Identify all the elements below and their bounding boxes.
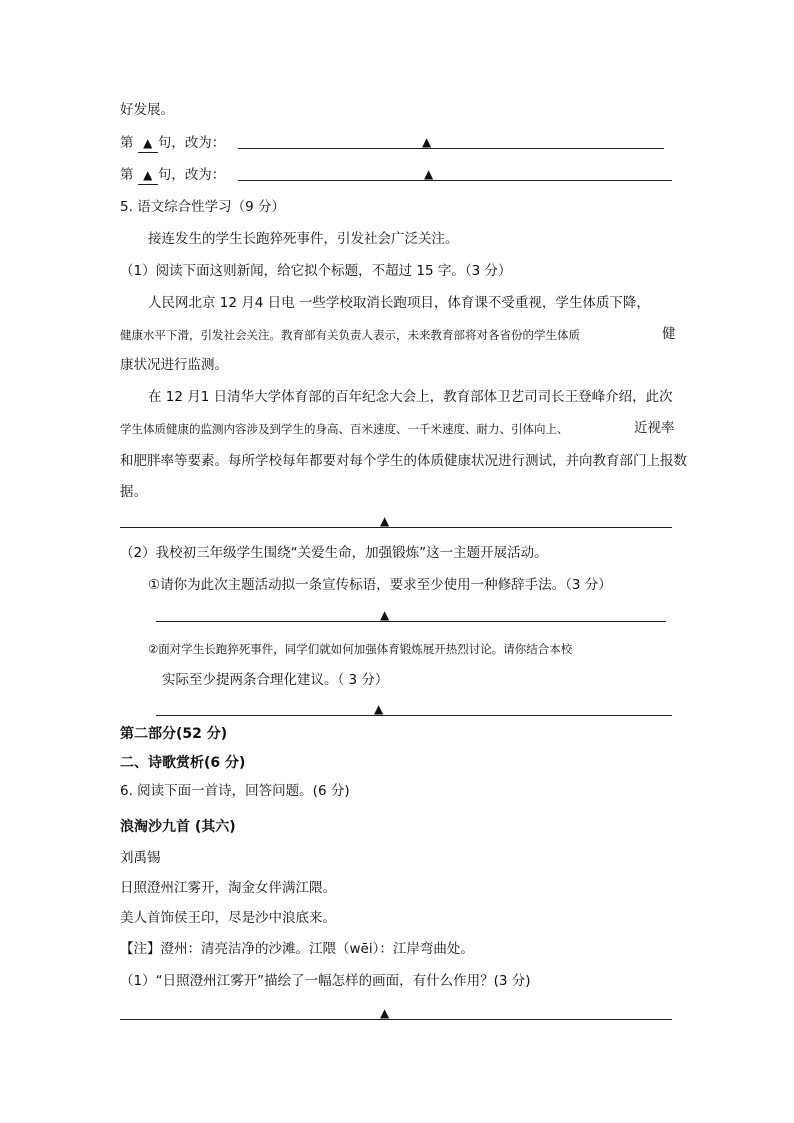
revision-suffix: 句，改为： [157,135,226,151]
triangle-icon: ▲ [374,702,384,716]
news-text: 据。 [120,484,147,500]
answer-line [120,527,672,528]
news-text: 和肥胖率等要素。每所学校每年都要对每个学生的体质健康状况进行测试，并向教育部门上报数 [120,453,687,469]
question-6: 6. 阅读下面一首诗，回答问题。(6 分) [120,783,350,799]
news-text: 健康水平下滑，引发社会关注。教育部有关负责人表示，未来教育部将对各省份的学生体质 [120,328,580,342]
revision-prefix: 第 [120,135,134,151]
triangle-icon: ▲ [380,1006,390,1020]
revision-line-1 [120,134,225,153]
revision-suffix: 句，改为： [157,167,226,183]
poem-author: 刘禹锡 [120,850,161,866]
poem-title: 浪淘沙九首 (其六) [120,819,236,835]
triangle-icon: ▲ [422,135,432,149]
news-text: 人民网北京 12 月4 日电 一些学校取消长跑项目，体育课不受重视，学生体质下降， [148,295,650,311]
answer-line [156,621,666,622]
news-text: 健 [662,326,676,342]
triangle-icon: ▲ [380,514,390,528]
triangle-icon: ▲ [424,167,434,181]
question-5-2-a: ①请你为此次主题活动拟一条宣传标语，要求至少使用一种修辞手法。（3 分） [148,577,612,593]
revision-line-2 [120,166,225,185]
answer-line [156,715,672,716]
triangle-icon: ▲ [143,136,153,150]
triangle-icon: ▲ [380,608,390,622]
question-6-1: （1）“日照澄州江雾开”描绘了一幅怎样的画面，有什么作用？(3 分) [120,973,531,989]
question-5-intro: 接连发生的学生长跑猝死事件，引发社会广泛关注。 [148,231,459,247]
triangle-icon: ▲ [143,168,153,182]
poem-note: 【注】澄州：清亮洁净的沙滩。江隈（wēi）：江岸弯曲处。 [120,941,474,957]
news-text: 康状况进行监测。 [120,357,228,373]
answer-line [120,1019,672,1020]
text-line: 好发展。 [120,102,174,118]
news-text: 在 12 月1 日清华大学体育部的百年纪念大会上，教育部体卫艺司司长王登峰介绍，此次 [148,389,673,405]
section-2-heading: 二、诗歌赏析(6 分) [120,755,246,771]
poem-line: 日照澄州江雾开，淘金女伴满江隈。 [120,880,336,896]
question-5-title: 5. 语文综合性学习（9 分） [120,199,286,215]
blank-sentence-number [138,134,158,153]
answer-line [238,180,672,181]
poem-line: 美人首饰侯王印，尽是沙中浪底来。 [120,910,336,926]
question-5-2-b: ②面对学生长跑猝死事件，同学们就如何加强体育锻炼展开热烈讨论。请你结合本校 [148,642,573,656]
news-text: 近视率 [634,420,675,436]
part-2-heading: 第二部分(52 分) [120,726,228,742]
news-text: 学生体质健康的监测内容涉及到学生的身高、百米速度、一千米速度、耐力、引体向上、 [120,422,569,436]
answer-line [238,148,664,149]
question-5-2-b: 实际至少提两条合理化建议。（ 3 分） [162,672,389,688]
revision-prefix: 第 [120,167,134,183]
blank-sentence-number [138,166,158,185]
question-5-2: （2）我校初三年级学生围绕“关爱生命，加强锻炼”这一主题开展活动。 [120,545,548,561]
question-5-1: （1）阅读下面这则新闻，给它拟个标题，不超过 15 字。（3 分） [120,263,512,279]
